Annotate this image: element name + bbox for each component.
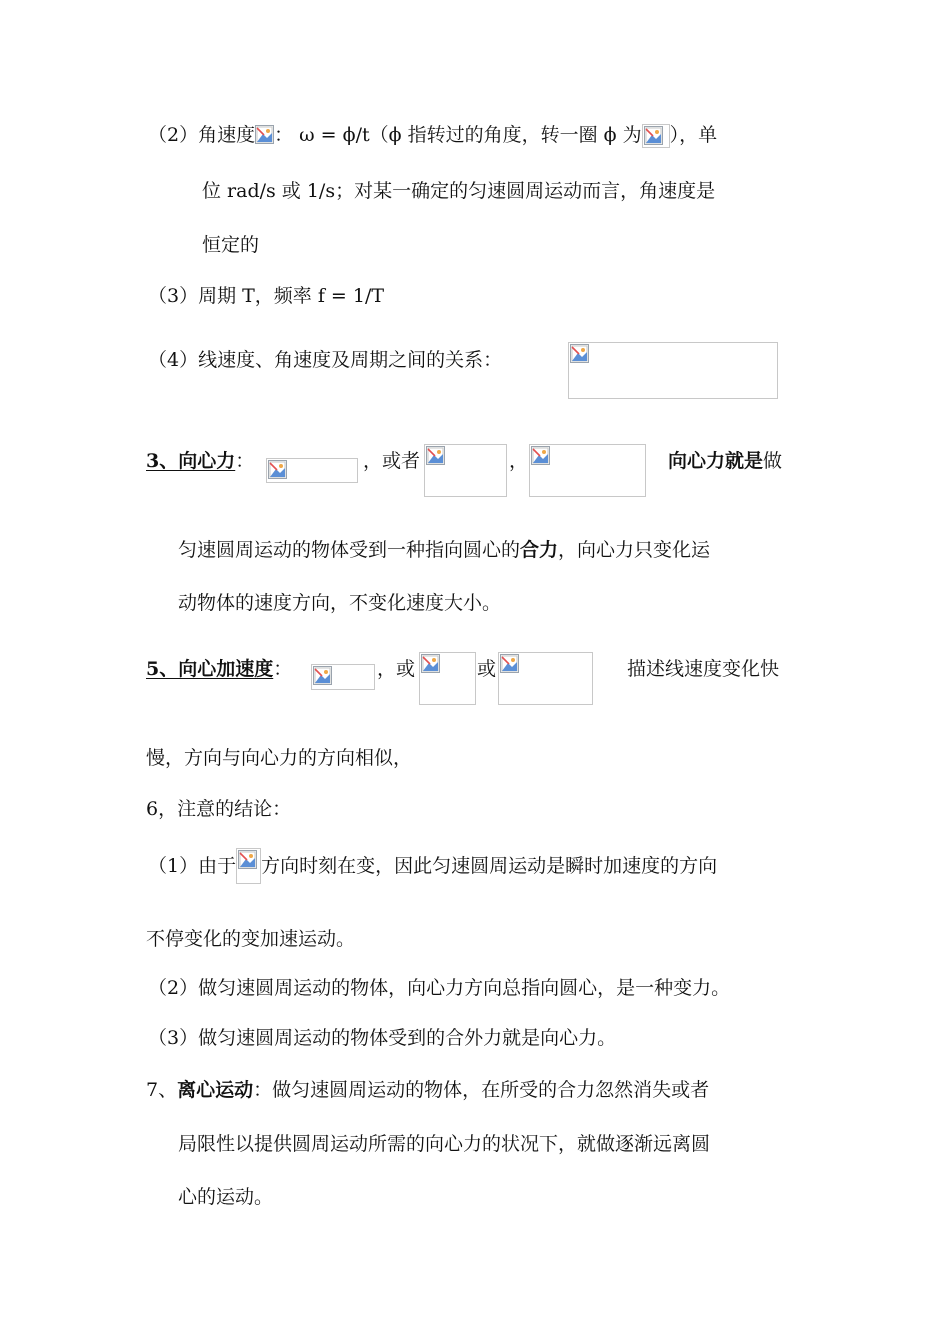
formula-image-placeholder xyxy=(568,342,778,399)
broken-image-icon xyxy=(238,850,257,869)
text-span: 方向时刻在变，因此匀速圆周运动是瞬时加速度的方向 xyxy=(261,855,718,877)
formula-image-placeholder xyxy=(642,124,670,148)
text-span: ： ω = ϕ/t（ϕ 指转过的角度，转一圈 ϕ 为 xyxy=(274,124,642,146)
text-line xyxy=(148,848,717,884)
text-line xyxy=(668,448,782,474)
text-line: 局限性以提供圆周运动所需的向心力的状况下，就做逐渐远离圆 xyxy=(178,1133,711,1155)
broken-image-icon xyxy=(500,654,519,673)
text-line: ，或 xyxy=(377,658,416,680)
broken-image-icon xyxy=(268,460,287,479)
text-span: 向心力就是 xyxy=(668,450,764,472)
text-line: 位 rad/s 或 1/s；对某一确定的匀速圆周运动而言，角速度是 xyxy=(202,180,716,202)
text-line: 动物体的速度方向，不变化速度大小。 xyxy=(178,592,502,614)
formula-image-placeholder xyxy=(529,444,646,497)
section-heading: 5、向心加速度 xyxy=(146,658,274,680)
broken-image-icon xyxy=(313,666,332,685)
centripetal-force-heading-line xyxy=(146,448,254,474)
text-line: （2）做匀速圆周运动的物体，向心力方向总指向圆心，是一种变力。 xyxy=(148,977,731,999)
formula-image-placeholder xyxy=(236,848,261,884)
text-line: 不停变化的变加速运动。 xyxy=(146,928,356,950)
text-line: 恒定的 xyxy=(202,234,260,256)
text-span: 做 xyxy=(763,450,783,472)
text-span: （1）由于 xyxy=(148,855,237,877)
text-line: ， xyxy=(509,450,529,472)
section-heading: 离心运动 xyxy=(177,1079,254,1101)
text-span: ：做匀速圆周运动的物体，在所受的合力忽然消失或者 xyxy=(253,1079,710,1101)
text-span: ： xyxy=(235,450,255,472)
text-span: ，向心力只变化运 xyxy=(558,539,711,561)
period-line: （3）周期 T，频率 f = 1/T xyxy=(148,285,385,307)
formula-image-placeholder xyxy=(498,652,593,705)
relation-line: （4）线速度、角速度及周期之间的关系： xyxy=(148,349,503,371)
text-line: 描述线速度变化快 xyxy=(627,658,780,680)
text-span: （2）角速度 xyxy=(148,124,256,146)
text-span: 匀速圆周运动的物体受到一种指向圆心的 xyxy=(178,539,521,561)
broken-image-icon xyxy=(421,654,440,673)
broken-image-icon xyxy=(255,125,274,144)
angular-velocity-line xyxy=(148,122,717,148)
text-span: ），单 xyxy=(669,124,718,146)
broken-image-icon xyxy=(531,446,550,465)
text-line: 或 xyxy=(477,658,497,680)
text-span: ： xyxy=(273,658,293,680)
broken-image-icon xyxy=(426,446,445,465)
text-line xyxy=(178,537,710,563)
text-line: 慢，方向与向心力的方向相似， xyxy=(146,747,413,769)
formula-image-placeholder xyxy=(266,458,358,483)
broken-image-icon xyxy=(570,344,589,363)
formula-image-placeholder xyxy=(424,444,507,497)
formula-image-placeholder xyxy=(419,652,476,705)
conclusions-heading: 6，注意的结论： xyxy=(146,798,292,820)
text-span: 合力 xyxy=(520,539,559,561)
formula-image-placeholder xyxy=(311,664,375,690)
centripetal-acceleration-heading-line xyxy=(146,656,292,682)
text-line: 心的运动。 xyxy=(178,1186,274,1208)
broken-image-icon xyxy=(644,126,663,145)
text-line: （3）做匀速圆周运动的物体受到的合外力就是向心力。 xyxy=(148,1027,617,1049)
centrifugal-motion-line xyxy=(146,1077,709,1103)
text-span: 7、 xyxy=(146,1079,178,1101)
text-line: ，或者 xyxy=(363,450,421,472)
section-heading: 3、向心力 xyxy=(146,450,236,472)
